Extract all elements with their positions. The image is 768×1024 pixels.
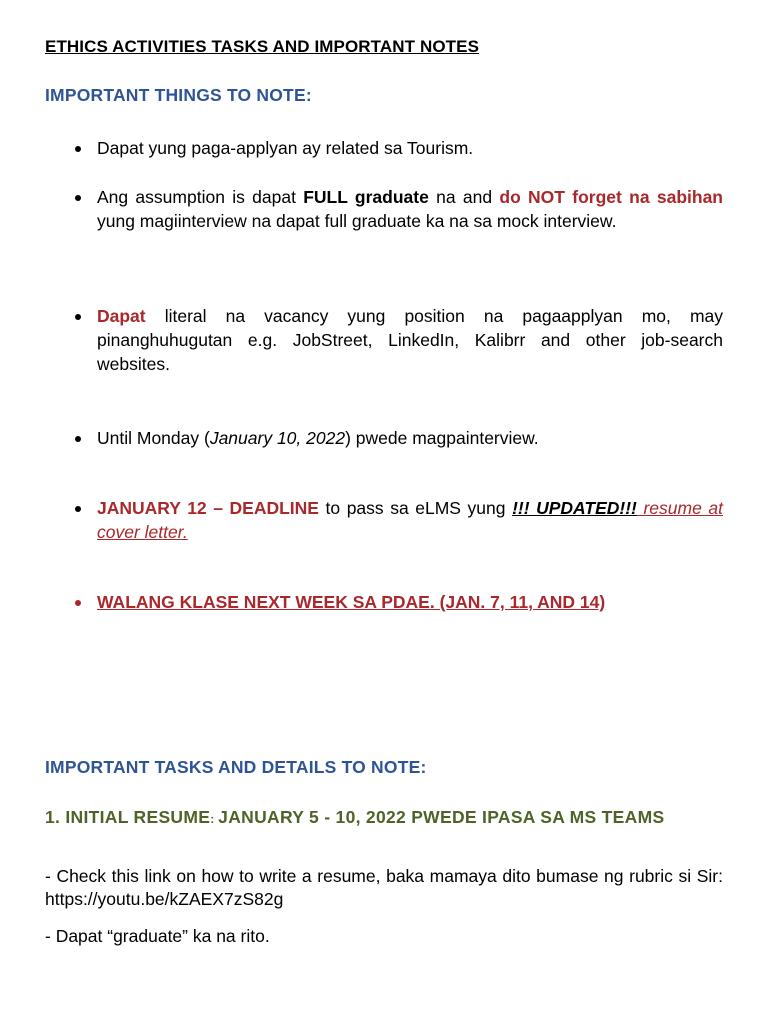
bullet-item-assumption: Ang assumption is dapat FULL graduate na and do NOT forget na sabihan yung magiinterview na dapat full graduate ka na sa mock interview. <box>97 185 723 233</box>
section-heading-notes: IMPORTANT THINGS TO NOTE: <box>45 85 312 105</box>
bullet-dot <box>75 436 81 442</box>
task-paragraph-graduate: - Dapat “graduate” ka na rito. <box>45 926 270 946</box>
bullet-item-vacancy: Dapat literal na vacancy yung position na pagaapplyan mo, may pinanghuhugutan e.g. JobStreet, LinkedIn, Kalibrr and other job-search websites. <box>97 304 723 376</box>
bullet-dot <box>75 314 81 320</box>
bullet-item-deadline: JANUARY 12 – DEADLINE to pass sa eLMS yung !!! UPDATED!!! resume at cover letter. <box>97 496 723 544</box>
task-paragraph-resume-link: - Check this link on how to write a resume, baka mamaya dito bumase ng rubric si Sir: https://youtu.be/kZAEX7zS82g <box>45 866 723 909</box>
bullet-dot <box>75 506 81 512</box>
task-heading-initial-resume: 1. INITIAL RESUME: JANUARY 5 - 10, 2022 PWEDE IPASA SA MS TEAMS <box>45 807 665 827</box>
bullet-item-tourism: Dapat yung paga-applyan ay related sa Tourism. <box>97 136 723 160</box>
bullet-dot <box>75 600 81 606</box>
bullet-dot <box>75 146 81 152</box>
document-title: ETHICS ACTIVITIES TASKS AND IMPORTANT NOTES <box>45 37 480 56</box>
bullet-dot <box>75 195 81 201</box>
section-heading-tasks: IMPORTANT TASKS AND DETAILS TO NOTE: <box>45 757 427 777</box>
bullet-item-interview-date: Until Monday (January 10, 2022) pwede magpainterview. <box>97 426 723 450</box>
bullet-item-no-class: WALANG KLASE NEXT WEEK SA PDAE. (JAN. 7, 11, AND 14) <box>97 590 723 614</box>
